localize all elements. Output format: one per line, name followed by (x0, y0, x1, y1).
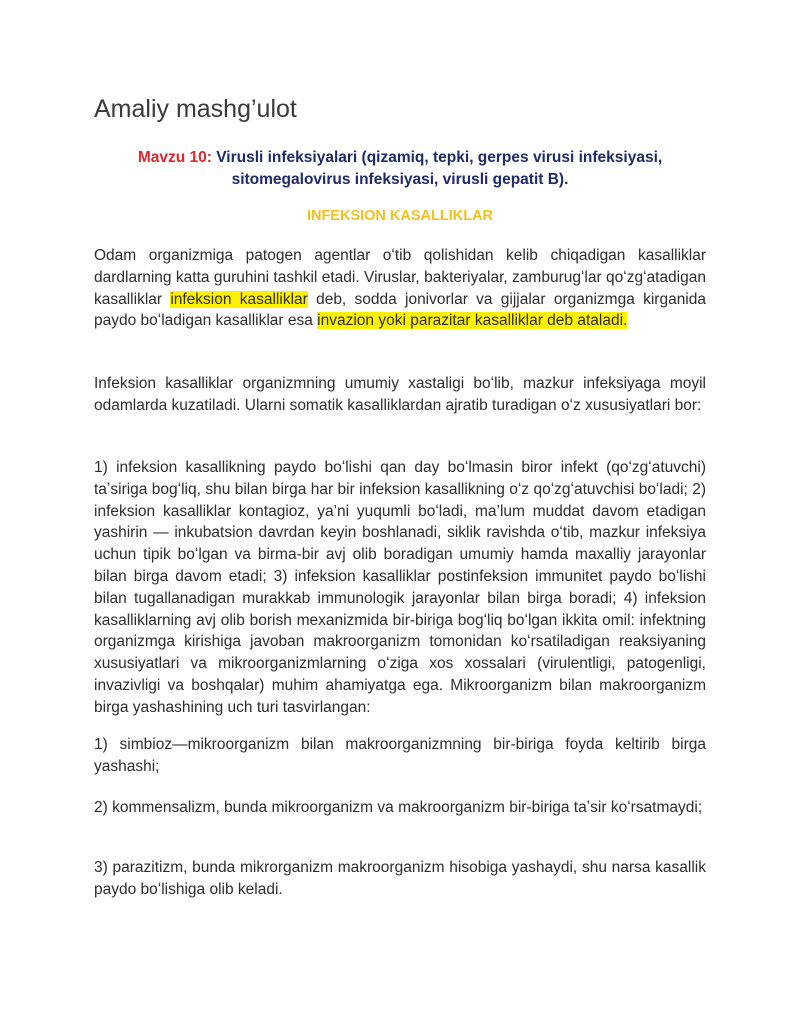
highlight-invazion: invazion yoki parazitar kasalliklar deb ataladi. (317, 312, 628, 330)
paragraph-parasitism: 3) parazitizm, bunda mikrorganizm makroorganizm hisobiga yashaydi, shu narsa kasallik paydo boʻlishiga olib keladi. (94, 859, 706, 898)
paragraph-intro (94, 245, 706, 332)
paragraph-intro-part2: deb, sodda jonivorlar va gijjalar organizmga kirganida paydo boʻladigan kasalliklar esa (94, 290, 706, 330)
paragraph-features: Infeksion kasalliklar organizmning umumiy xastaligi boʻlib, mazkur infeksiyaga moyil odamlarda kuzatiladi. Ularni somatik kasalliklardan ajratib turadigan oʻz xususiyatlari bor: (94, 375, 706, 414)
topic-text: Virusli infeksiyalari (qizamiq, tepki, gerpes virusi infeksiyasi, sitomegalovirus infeksiyasi, virusli gepatit B). (216, 149, 663, 188)
topic-line (94, 147, 706, 191)
paragraph-commensalism: 2) kommensalizm, bunda mikroorganizm va makroorganizm bir-biriga taʼsir koʻrsatmaydi; (94, 799, 703, 816)
paragraph-intro-part1: Odam organizmiga patogen agentlar oʻtib qolishidan kelib chiqadigan kasalliklar dardlarning katta guruhini tashkil etadi. Viruslar, bakteriyalar, zamburugʻlar qoʻzgʻatadigan kasalliklar (94, 247, 706, 308)
paragraph-list: 1) infeksion kasallikning paydo boʻlishi qan day boʻlmasin biror infekt (qoʻzgʻatuvchi) taʼsiriga bogʻliq, shu bilan birga har bir infeksion kasallikning oʻz qoʻzgʻatuvchisi boʻladi; 2) infeksion kasalliklar kontagioz, ya’ni yuqumli boʻladi, ma’lum muddat davom etadigan yashirin — inkubatsion davrdan keyin boshlanadi, siklik ravishda oʻtib, mazkur infeksiya uchun tipik boʻlgan va birma-bir avj olib boradigan umumiy hamda maxalliy jarayonlar bilan birga davom etadi; 3) infeksion kasalliklar postinfeksion immunitet paydo boʻlishi bilan tugallanadigan murakkab immunologik jarayonlar bilan birga boradi; 4) infeksion kasalliklarning avj olib borish mexanizmida bir-biriga bogʻliq boʻlgan ikkita omil: infektning organizmga kirishiga javoban makroorganizm tomonidan koʻrsatiladigan reaksiyaning xususiyatlari va mikroorganizmlarning oʻziga xos xossalari (virulentligi, patogenligi, invazivligi va boshqalar) muhim ahamiyatga ega. Mikroorganizm bilan makroorganizm birga yashashining uch turi tasvirlangan: (94, 459, 706, 716)
topic-label: Mavzu 10: (137, 149, 212, 166)
highlight-infeksion: infeksion kasalliklar (170, 290, 308, 308)
paragraph-symbiosis: 1) simbioz—mikroorganizm bilan makroorganizmning bir-biriga foyda keltirib birga yashashi; (94, 736, 706, 775)
section-heading: INFEKSION KASALLIKLAR (306, 208, 494, 224)
document-title: Amaliy mashg’ulot (94, 95, 297, 123)
